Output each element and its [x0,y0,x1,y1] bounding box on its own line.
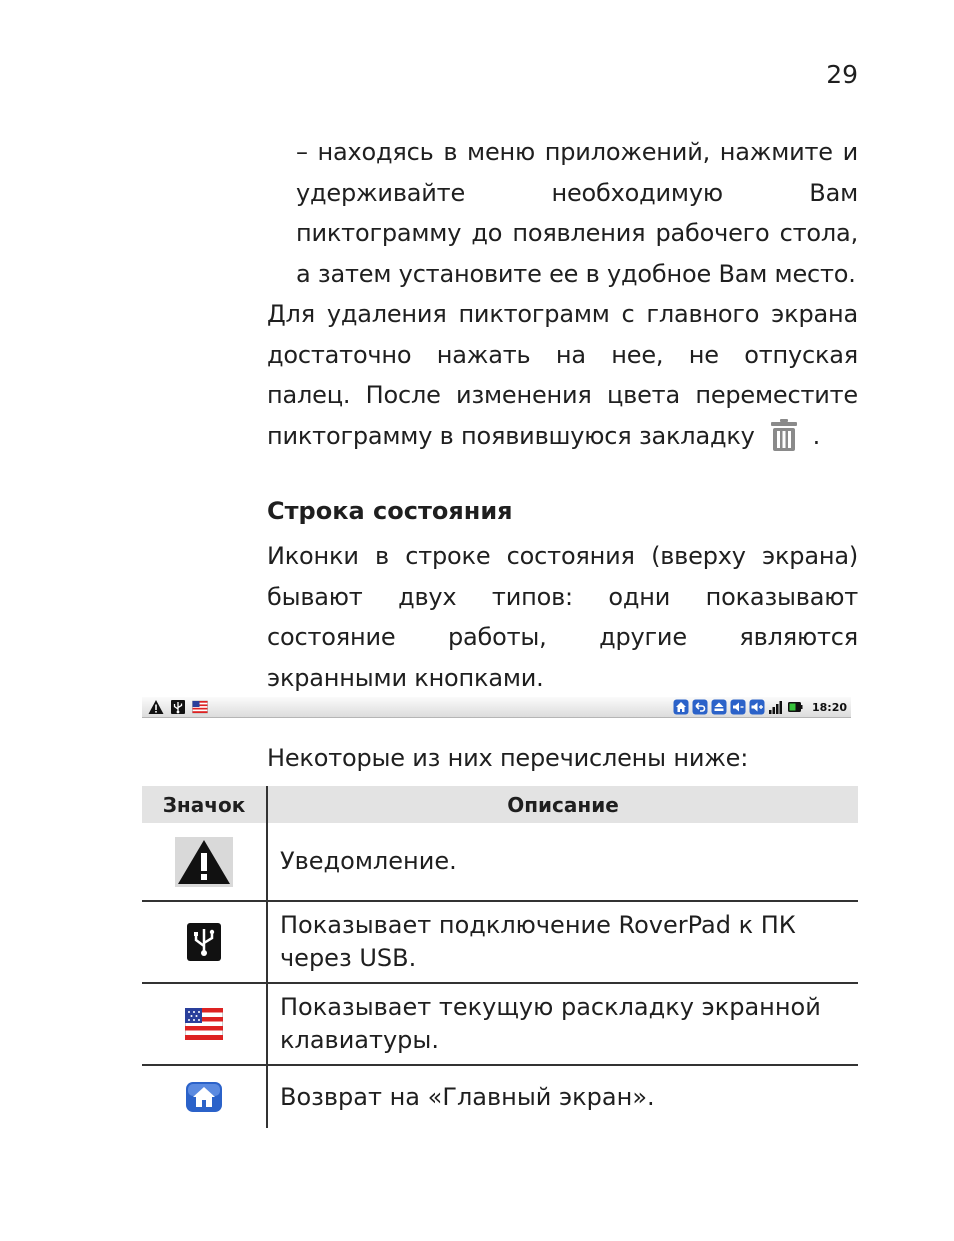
menu-icon[interactable] [711,699,727,715]
usb-icon [186,922,222,962]
delete-icons-paragraph [267,294,858,456]
status-bar [142,697,851,718]
status-bar-time: 18:20 [811,700,847,714]
us-flag-icon [185,1008,223,1040]
status-bar-right [673,699,847,715]
section-heading: Строка состояния [267,497,513,525]
header-description-column: Описание [266,786,858,823]
row-description: Показывает подключение RoverPad к ПК через USB. [266,902,858,982]
delete-icons-text: Для удаления пиктограмм с главного экрана достаточно нажать на нее, не отпуская палец. После изменения цвета переместите пиктограмму в появившуюся закладку [267,300,858,450]
table-header [142,786,858,823]
status-bar-paragraph: Иконки в строке состояния (вверху экрана) бывают двух типов: одни показывают состояние работы, другие являются экранными кнопками. [267,542,858,692]
table-row [142,1066,858,1128]
back-icon[interactable] [692,699,708,715]
table-row [142,823,858,902]
us-flag-icon [192,699,208,715]
row-description: Показывает текущую раскладку экранной клавиатуры. [266,984,858,1064]
signal-icon [768,699,784,715]
warning-icon [175,837,233,887]
warning-icon [148,699,164,715]
status-bar-left [148,699,208,715]
page-number: 29 [826,60,858,89]
trash-icon [769,418,799,452]
table-intro: Некоторые из них перечислены ниже: [267,744,749,772]
home-icon [185,1081,223,1113]
battery-icon [787,699,803,715]
row-description: Уведомление. [266,823,858,900]
usb-icon [170,699,186,715]
home-icon[interactable] [673,699,689,715]
icons-table [142,786,858,1128]
volume-down-icon[interactable] [730,699,746,715]
table-row [142,902,858,984]
row-description: Возврат на «Главный экран». [266,1066,858,1128]
volume-up-icon[interactable] [749,699,765,715]
delete-icons-period: . [812,421,821,450]
header-icon-column: Значок [162,792,246,817]
table-row [142,984,858,1066]
bullet-paragraph: – находясь в меню приложений, нажмите и удерживайте необходимую Вам пиктограмму до появления рабочего стола, а затем установите ее в удобное Вам место. [296,138,858,288]
